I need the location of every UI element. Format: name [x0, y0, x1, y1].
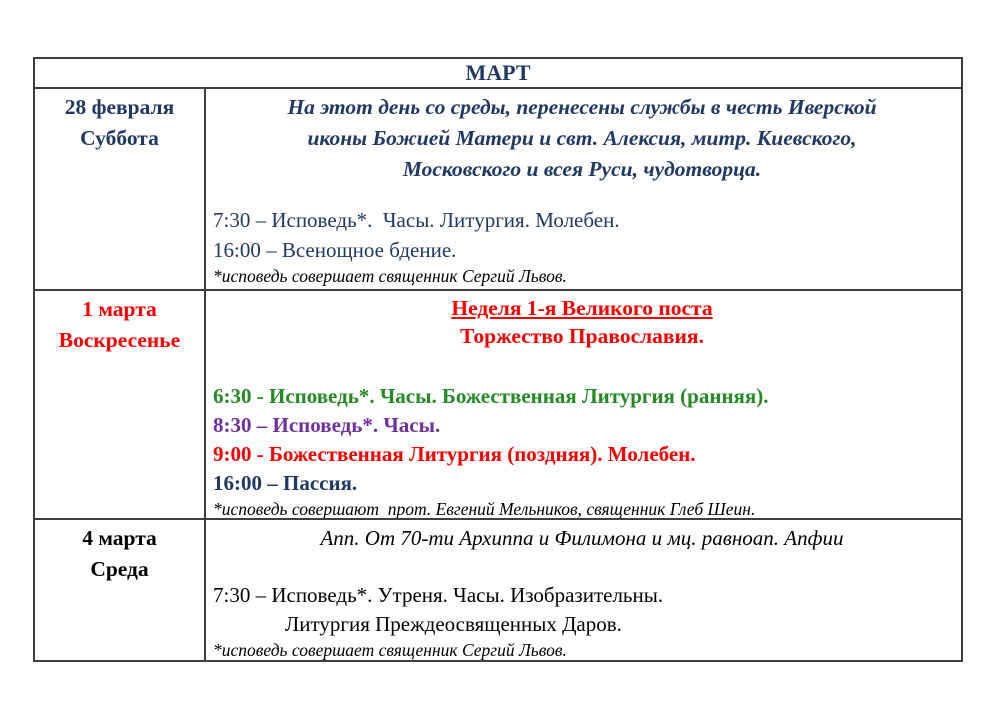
confession-footnote: *исповедь совершает священник Сергий Львов. [213, 266, 567, 286]
service-line: 7:30 – Исповедь*. Утреня. Часы. Изобразительны. [213, 583, 664, 607]
transferred-services-note: На этот день со среды, перенесены службы в честь Иверской [287, 95, 877, 119]
content-cell-mar1 [206, 291, 961, 518]
date-cell-feb28 [35, 89, 206, 289]
weekday-line: Среда [90, 557, 149, 581]
feast-title: Неделя 1-я Великого поста [451, 296, 713, 320]
schedule-table [33, 57, 963, 662]
spacer [213, 185, 951, 205]
confession-footnote: *исповедь совершают прот. Евгений Мельников, священник Глеб Шеин. [213, 499, 756, 518]
saints-commemoration-line: Апп. От 70-ти Архиппа и Филимона и мц. равноап. Апфии [320, 526, 844, 550]
date-cell-mar4 [35, 520, 206, 660]
service-line: 16:00 – Всенощное бдение. [213, 238, 457, 262]
content-cell-mar4 [206, 520, 961, 660]
service-line: 8:30 – Исповедь*. Часы. [213, 413, 441, 437]
spacer [213, 350, 951, 382]
month-title: МАРТ [465, 60, 531, 85]
transferred-services-note: Московского и всея Руси, чудотворца. [402, 157, 762, 181]
confession-footnote: *исповедь совершает священник Сергий Львов. [213, 640, 567, 660]
service-line: 9:00 - Божественная Литургия (поздняя). Молебен. [213, 442, 696, 466]
service-line: 6:30 - Исповедь*. Часы. Божественная Литургия (ранняя). [213, 384, 769, 408]
date-line: 1 марта [82, 297, 157, 321]
service-line: 16:00 – Пассия. [213, 471, 358, 495]
table-title-row [35, 59, 961, 89]
feast-subtitle: Торжество Православия. [460, 324, 704, 348]
table-row-mar1 [35, 289, 961, 518]
table-row-feb28 [35, 89, 961, 289]
date-cell-mar1 [35, 291, 206, 518]
weekday-line: Суббота [80, 126, 159, 150]
table-row-mar4 [35, 518, 961, 660]
content-cell-feb28 [206, 89, 961, 289]
spacer [213, 553, 951, 581]
weekday-line: Воскресенье [58, 328, 181, 352]
service-line: 7:30 – Исповедь*. Часы. Литургия. Молебен. [213, 208, 620, 232]
service-line: Литургия Преждеосвященных Даров. [285, 612, 622, 636]
date-line: 28 февраля [64, 95, 175, 119]
date-line: 4 марта [82, 526, 157, 550]
transferred-services-note: иконы Божией Матери и свт. Алексия, митр. Киевского, [307, 126, 857, 150]
